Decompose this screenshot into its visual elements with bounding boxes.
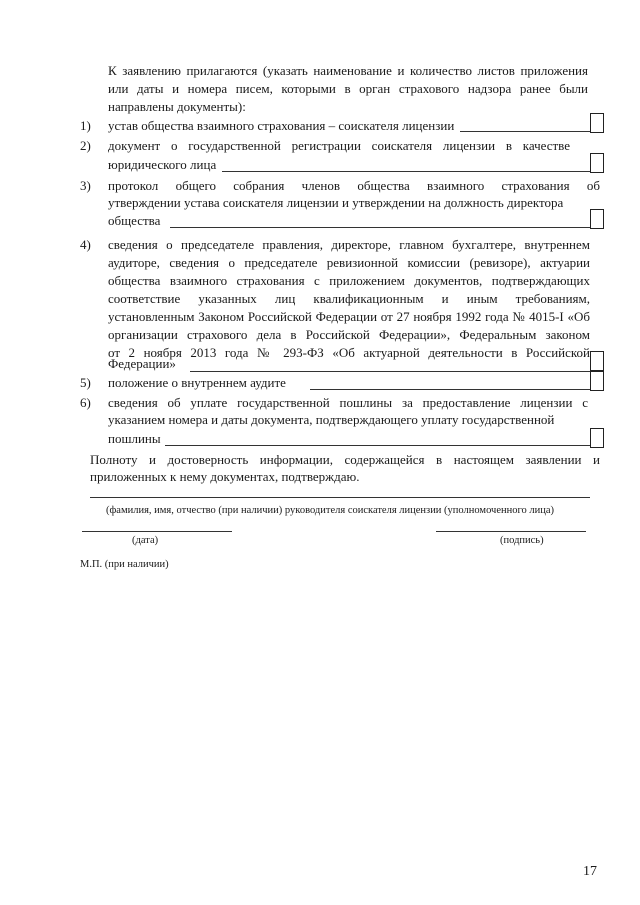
item-2-underline [222, 171, 590, 172]
confirm-line-2: приложенных к нему документах, подтверждаю. [90, 469, 360, 484]
item-number-3: 3) [80, 178, 91, 193]
item-3-underline [170, 227, 590, 228]
item-6-line-2: указанием номера и даты документа, подтверждающего уплату государственной [108, 412, 555, 427]
item-5-underline [310, 389, 590, 390]
item-number-6: 6) [80, 395, 91, 410]
item-6-underline [165, 445, 590, 446]
item-number-2: 2) [80, 138, 91, 153]
confirm-line-1: Полноту и достоверность информации, содержащейся в настоящем заявлении и [90, 452, 600, 467]
page-number: 17 [583, 864, 597, 879]
date-line[interactable] [82, 531, 232, 532]
item-4-line-8: Федерации» [108, 356, 176, 371]
item-4-line-3: общества взаимного страхования с приложением документов, подтверждающих [108, 273, 590, 288]
item-number-1: 1) [80, 118, 91, 133]
date-caption: (дата) [132, 535, 159, 546]
item-number-4: 4) [80, 237, 91, 252]
item-5-checkbox[interactable] [590, 371, 604, 391]
item-6-line-1: сведения об уплате государственной пошлины за предоставление лицензии с [108, 395, 588, 410]
item-4-underline [190, 371, 590, 372]
item-6-checkbox[interactable] [590, 428, 604, 448]
seal-note: М.П. (при наличии) [80, 559, 169, 570]
item-1-checkbox[interactable] [590, 113, 604, 133]
item-4-line-6: организации страхового дела в Российской Федерации», Федеральным законом [108, 327, 590, 342]
item-4-line-2: аудиторе, сведения о председателе ревизионной комиссии (ревизоре), актуарии [108, 255, 590, 270]
item-1-underline [460, 131, 590, 132]
signature-line[interactable] [436, 531, 586, 532]
item-4-line-1: сведения о председателе правления, директоре, главном бухгалтере, внутреннем [108, 237, 590, 252]
intro-line-1: К заявлению прилагаются (указать наименование и количество листов приложения [108, 63, 588, 78]
intro-line-2: или даты и номера писем, которыми в орган страхового надзора ранее были [108, 81, 588, 96]
item-3-line-2: утверждении устава соискателя лицензии и утверждении на должность директора [108, 195, 564, 210]
item-4-line-7: от 2 ноября 2013 года № 293-ФЗ «Об актуарной деятельности в Российской [108, 345, 590, 360]
signature-caption: (подпись) [500, 535, 544, 546]
item-3-line-1: протокол общего собрания членов общества взаимного страхования об [108, 178, 600, 193]
item-3-checkbox[interactable] [590, 209, 604, 229]
item-2-checkbox[interactable] [590, 153, 604, 173]
item-1-line-1: устав общества взаимного страхования – соискателя лицензии [108, 118, 455, 133]
item-number-5: 5) [80, 375, 91, 390]
name-line[interactable] [90, 497, 590, 498]
item-2-line-2: юридического лица [108, 157, 217, 172]
item-3-line-3: общества [108, 213, 161, 228]
item-4-line-4: соответствие указанных лиц квалификационным и иным требованиям, [108, 291, 590, 306]
item-6-line-3: пошлины [108, 431, 161, 446]
item-4-checkbox[interactable] [590, 351, 604, 371]
item-4-line-5: установленным Законом Российской Федерации от 27 ноября 1992 года № 4015-I «Об [108, 309, 590, 324]
item-2-line-1: документ о государственной регистрации соискателя лицензии в качестве [108, 138, 570, 153]
intro-line-3: направлены документы): [108, 99, 246, 114]
item-5-line-1: положение о внутреннем аудите [108, 375, 286, 390]
name-caption: (фамилия, имя, отчество (при наличии) руководителя соискателя лицензии (уполномоченного лица) [106, 505, 555, 516]
